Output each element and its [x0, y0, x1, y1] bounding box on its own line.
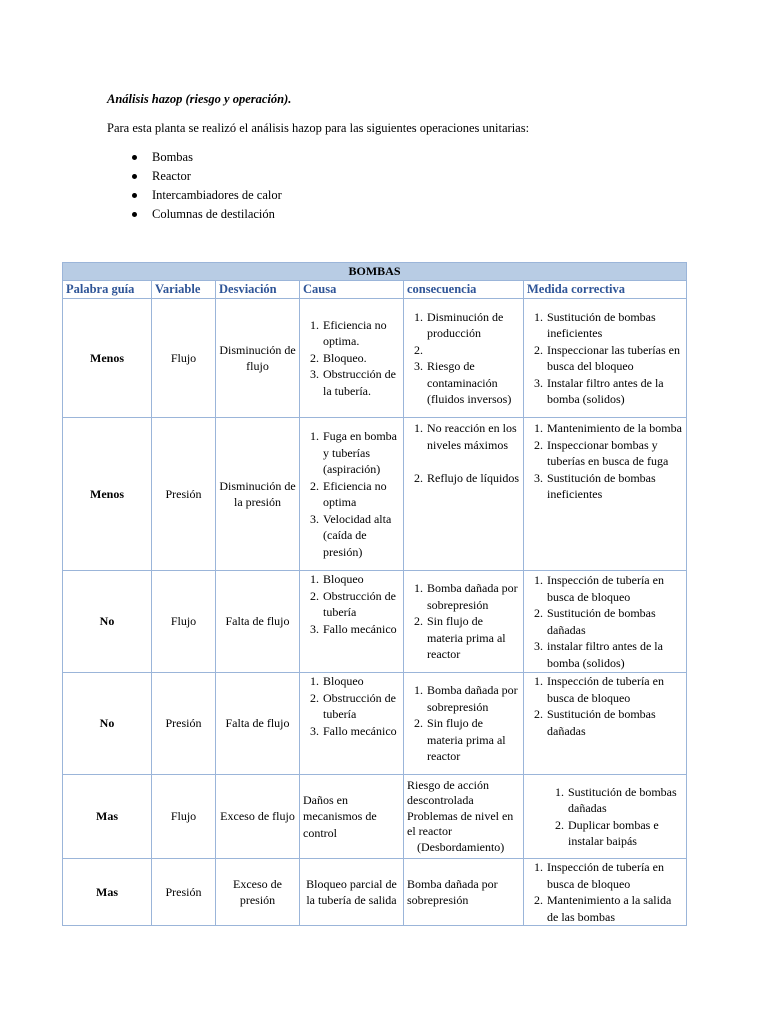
list-item: 3. Fallo mecánico — [322, 723, 400, 740]
list-item: 2. Obstrucción de tubería — [322, 690, 400, 723]
cell-deviation: Falta de flujo — [216, 571, 300, 673]
cell-consequences — [404, 418, 524, 571]
list-item: 3. Sustitución de bombas ineficientes — [546, 470, 683, 503]
table-banner: BOMBAS — [63, 263, 687, 281]
cell-deviation: Disminución de la presión — [216, 418, 300, 571]
list-item: 3. Velocidad alta (caída de presión) — [322, 511, 400, 561]
table-row — [63, 418, 687, 571]
cell-causes — [300, 859, 404, 926]
consequence-text: Bomba dañada por sobrepresión — [407, 876, 498, 907]
hazop-table — [62, 262, 687, 926]
header-medida-correctiva: Medida correctiva — [524, 281, 687, 299]
cell-consequences — [404, 775, 524, 859]
list-item: 2. Inspeccionar bombas y tuberías en busca de fuga — [546, 437, 683, 470]
cell-measures — [524, 673, 687, 775]
list-item: 2. Obstrucción de tubería — [322, 588, 400, 621]
cell-variable: Presión — [152, 418, 216, 571]
list-item: 1. Fuga en bomba y tuberías (aspiración) — [322, 428, 400, 478]
table-row — [63, 571, 687, 673]
cell-consequences — [404, 859, 524, 926]
table-row — [63, 859, 687, 926]
list-item: 2. Sustitución de bombas dañadas — [546, 605, 683, 638]
cell-deviation: Disminución de flujo — [216, 299, 300, 418]
cell-consequences — [404, 299, 524, 418]
list-item: Reactor — [130, 167, 282, 186]
cell-variable: Presión — [152, 859, 216, 926]
consequence-line: (Desbordamiento) — [417, 839, 505, 854]
list-item: 2. Eficiencia no optima — [322, 478, 400, 511]
cell-causes — [300, 775, 404, 859]
cell-measures — [524, 859, 687, 926]
cell-deviation: Exceso de presión — [216, 859, 300, 926]
intro-text: Para esta planta se realizó el análisis hazop para las siguientes operaciones unitarias: — [107, 121, 530, 135]
cell-consequences — [404, 673, 524, 775]
table-header-row — [63, 281, 687, 299]
bullet-icon — [132, 174, 137, 179]
list-item: 3. Obstrucción de la tubería. — [322, 366, 400, 399]
header-causa: Causa — [300, 281, 404, 299]
list-item: 1. Inspección de tubería en busca de bloqueo — [546, 673, 683, 706]
list-item: 2. Duplicar bombas e instalar baipás — [567, 817, 683, 850]
list-item: 1. Bomba dañada por sobrepresión — [426, 580, 520, 613]
list-item: 3. Instalar filtro antes de la bomba (solidos) — [546, 375, 683, 408]
list-item: 1. Bomba dañada por sobrepresión — [426, 682, 520, 715]
list-item: Columnas de destilación — [130, 205, 282, 224]
list-item: 2. Bloqueo. — [322, 350, 400, 367]
header-palabra-guia: Palabra guía — [63, 281, 152, 299]
bullet-icon — [132, 155, 137, 160]
header-variable: Variable — [152, 281, 216, 299]
consequence-line: Problemas de nivel en el reactor — [407, 808, 514, 839]
cell-causes — [300, 571, 404, 673]
header-consecuencia: consecuencia — [404, 281, 524, 299]
list-item: 2. Inspeccionar las tuberías en busca del bloqueo — [546, 342, 683, 375]
list-item: 3. instalar filtro antes de la bomba (solidos) — [546, 638, 683, 671]
cell-deviation: Falta de flujo — [216, 673, 300, 775]
list-item: 1. Bloqueo — [322, 571, 400, 588]
list-item: Bombas — [130, 148, 282, 167]
cell-causes — [300, 418, 404, 571]
list-item — [426, 342, 520, 359]
cell-word: No — [63, 571, 152, 673]
cell-measures — [524, 299, 687, 418]
table-row — [63, 299, 687, 418]
consequence-line: Riesgo de acción descontrolada — [407, 777, 489, 808]
list-item: 2. Sin flujo de materia prima al reactor — [426, 715, 520, 765]
cell-word: No — [63, 673, 152, 775]
list-item: 1. Inspección de tubería en busca de bloqueo — [546, 572, 683, 605]
cause-text: Daños en mecanismos de control — [303, 792, 377, 840]
list-item: 1. Inspección de tubería en busca de bloqueo — [546, 859, 683, 892]
cell-word: Menos — [63, 418, 152, 571]
header-desviacion: Desviación — [216, 281, 300, 299]
list-item: 1. Eficiencia no optima. — [322, 317, 400, 350]
list-item: 1. Bloqueo — [322, 673, 400, 690]
cell-causes — [300, 673, 404, 775]
bullet-icon — [132, 193, 137, 198]
cell-word: Menos — [63, 299, 152, 418]
table-row — [63, 775, 687, 859]
operations-list — [130, 148, 282, 224]
list-item: 1. No reacción en los niveles máximos — [426, 420, 520, 453]
cause-text: Bloqueo parcial de la tubería de salida — [306, 876, 397, 907]
list-item: 1. Sustitución de bombas dañadas — [567, 784, 683, 817]
table-row — [63, 673, 687, 775]
cell-deviation: Exceso de flujo — [216, 775, 300, 859]
cell-variable: Flujo — [152, 775, 216, 859]
cell-measures — [524, 571, 687, 673]
cell-word: Mas — [63, 775, 152, 859]
list-item: 1. Mantenimiento de la bomba — [546, 420, 683, 437]
list-item: 1. Disminución de producción — [426, 309, 520, 342]
list-item: 2. Sin flujo de materia prima al reactor — [426, 613, 520, 663]
list-item: 2. Sustitución de bombas dañadas — [546, 706, 683, 739]
cell-causes — [300, 299, 404, 418]
cell-measures — [524, 775, 687, 859]
cell-variable: Flujo — [152, 299, 216, 418]
bullet-icon — [132, 212, 137, 217]
list-item: Intercambiadores de calor — [130, 186, 282, 205]
cell-variable: Flujo — [152, 571, 216, 673]
list-item: 1. Sustitución de bombas ineficientes — [546, 309, 683, 342]
cell-variable: Presión — [152, 673, 216, 775]
list-item: 2. Reflujo de líquidos — [426, 470, 520, 487]
page-title: Análisis hazop (riesgo y operación). — [107, 92, 292, 106]
list-item: 2. Mantenimiento a la salida de las bombas — [546, 892, 683, 925]
cell-measures — [524, 418, 687, 571]
list-item: 3. Fallo mecánico — [322, 621, 400, 638]
list-item: 3. Riesgo de contaminación (fluidos inversos) — [426, 358, 520, 408]
cell-word: Mas — [63, 859, 152, 926]
table-banner-row — [63, 263, 687, 281]
cell-consequences — [404, 571, 524, 673]
